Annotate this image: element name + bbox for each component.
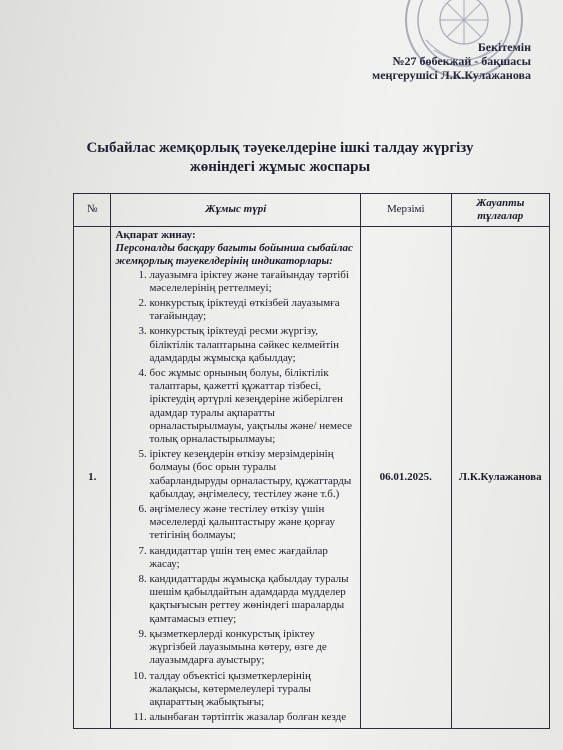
list-item: 9. қызметкерлерді конкурстық іріктеу жүргізбей лауазымына көтеру, өзге де лауазымдарға ауыстыру; — [149, 628, 356, 668]
indicator-list — [115, 269, 356, 725]
list-item: 5. іріктеу кезеңдерін өткізу мерзімдерінің болмауы (бос орын туралы хабарландыруды орналастыру, құжаттарды қабылдау, әңгімелесу, тестілеу және т.б.) — [149, 448, 356, 501]
list-item: 2. конкурстық іріктеуді өткізбей лауазымға тағайындау; — [149, 297, 356, 323]
indicators-subheading: Персоналды басқару бағыты бойынша сыбайлас жемқорлық тәуекелдерінің индикаторлары: — [115, 242, 353, 268]
list-item: 8. кандидаттарды жұмысқа қабылдау туралы шешім қабылдайтын адамдарда мүдделер қақтығысын реттеу жөніндегі шараларды қамтамасыз етпеу; — [149, 573, 356, 626]
document-title: Сыбайлас жемқорлық тәуекелдеріне ішкі талдау жүргізу жөніндегі жұмыс жоспары — [86, 140, 474, 175]
list-item: 3. конкурстық іріктеуді ресми жүргізу, біліктілік талаптарына сәйкес келмейтін адамдарды жұмысқа қабылдау; — [149, 325, 356, 365]
approval-line-1: Бекітемін — [477, 40, 531, 54]
list-item: 10. талдау объектісі қызметкерлерінің жалақысы, көтермелеулері туралы ақпараттың жабықтығы; — [149, 670, 356, 710]
list-item: 4. бос жұмыс орнының болуы, біліктілік талаптары, қажетті құжаттар тізбесі, іріктеудің әртүрлі кезеңдеріне жіберілген адамдар туралы ақпаратты орналастырылмауы, уақтылы және/ немесе толық орналастырылмауы; — [149, 367, 356, 446]
header-deadline: Мерзімі — [361, 194, 452, 227]
table-row — [74, 227, 550, 729]
work-plan-table — [73, 193, 550, 729]
list-item: 6. әңгімелесу және тестілеу өткізу үшін мәселелерді қалыптастыру және қорғау тетігінің болмауы; — [149, 503, 356, 543]
approval-line-2: №27 бөбекжай - бақшасы — [392, 54, 531, 68]
row-number: 1. — [74, 227, 111, 729]
row-responsible: Л.К.Кулажанова — [451, 227, 549, 729]
table-header-row — [74, 194, 550, 227]
approval-line-3: меңгерушісі Л.К.Кулажанова — [372, 68, 531, 82]
list-item: 7. кандидаттар үшін тең емес жағдайлар жасау; — [149, 545, 356, 571]
header-responsible: Жауапты тұлғалар — [451, 194, 549, 227]
approval-block — [372, 40, 531, 82]
section-heading: Ақпарат жинау: — [115, 229, 196, 241]
list-item: 1. лауазымға іріктеу және тағайындау тәртібі мәселелерінің реттелмеуі; — [149, 269, 356, 295]
header-work-type: Жұмыс түрі — [111, 194, 361, 227]
row-work-cell — [111, 227, 361, 729]
list-item: 11. алынбаған тәртіптік жазалар болған кезде — [149, 711, 356, 724]
row-deadline: 06.01.2025. — [361, 227, 452, 729]
header-number: № — [74, 194, 111, 227]
